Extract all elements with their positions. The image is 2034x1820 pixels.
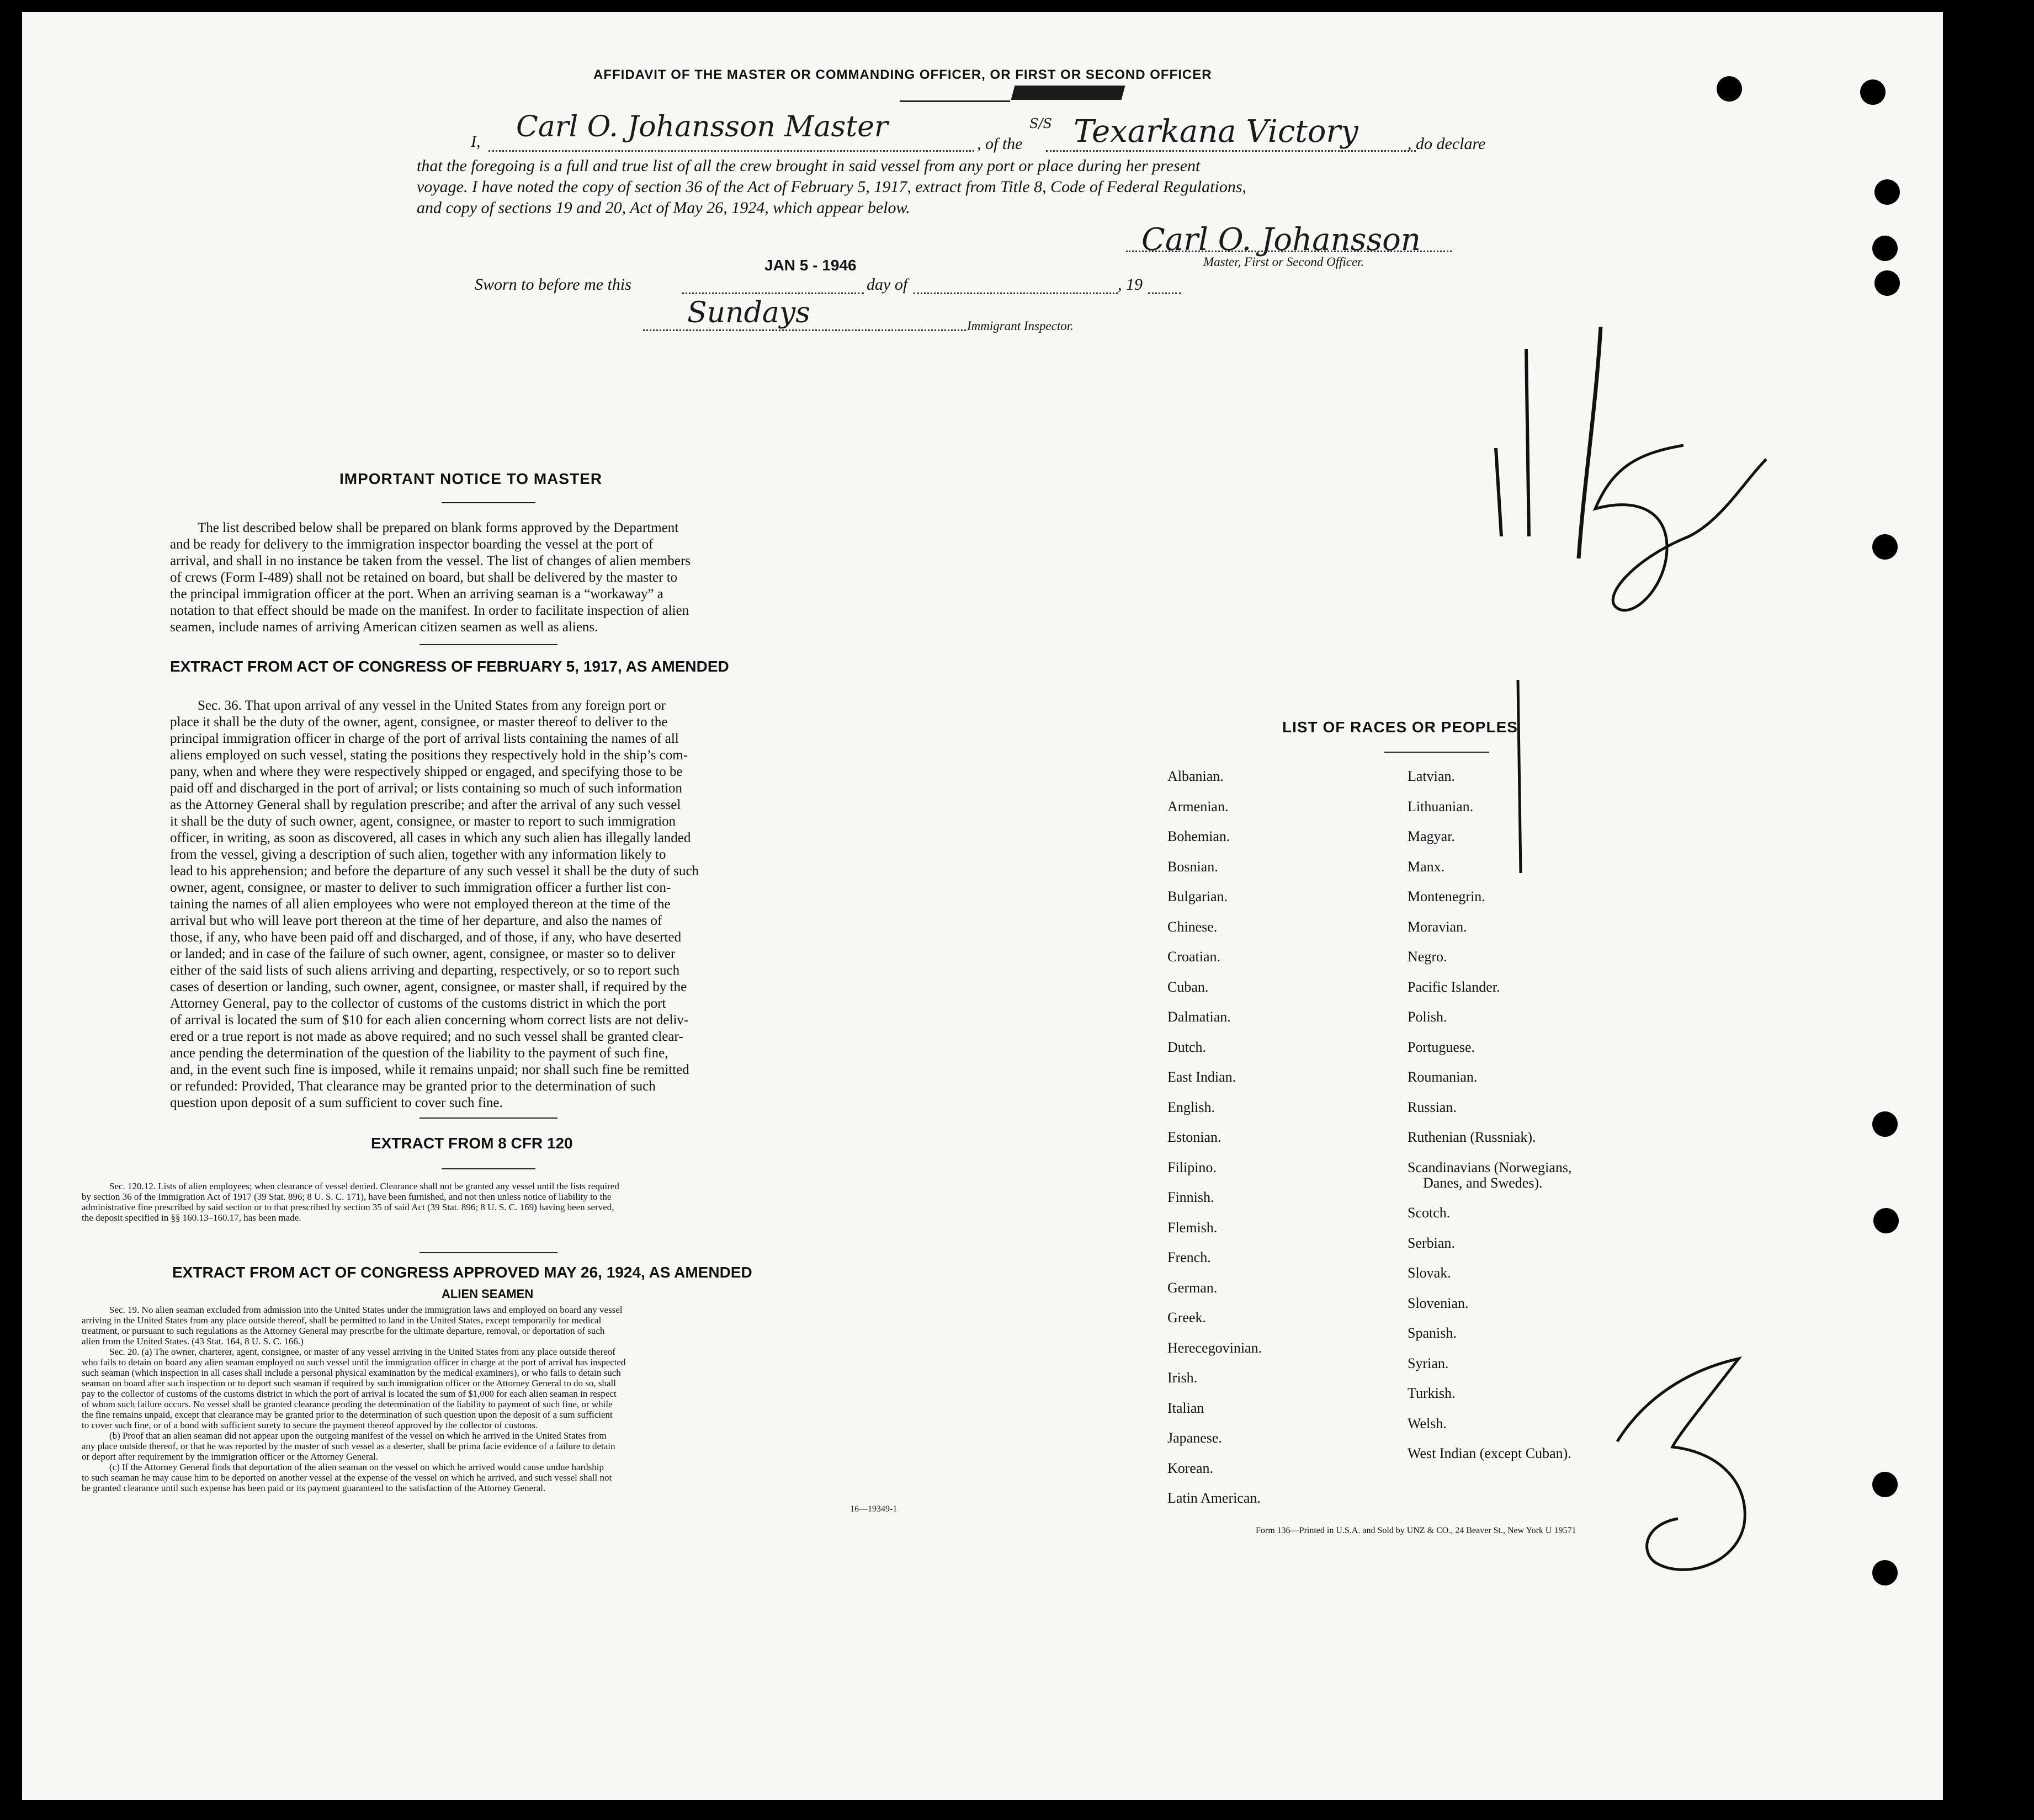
affidavit-i-label: I, [471,132,481,151]
inspector-label: Immigrant Inspector. [967,319,1074,333]
race-item: Latin American. [1167,1490,1261,1506]
master-name-handwriting: Carl O. Johansson Master [516,110,888,143]
affidavit-line-4: and copy of sections 19 and 20, Act of May 26, 1924, which appear below. [417,199,910,217]
race-item: Greek. [1167,1310,1207,1326]
text-line: arrival, and shall in no instance be taken from the vessel. The list of changes of alien members [170,554,691,568]
text-line: Sec. 20. (a) The owner, charterer, agent, consignee, or master of any vessel arriving in the United States from any place outside thereof [109,1347,615,1357]
race-item: Dutch. [1167,1039,1207,1055]
text-line: the deposit specified in §§ 160.13–160.17, has been made. [82,1212,301,1223]
text-line: (b) Proof that an alien seaman did not appear upon the outgoing manifest of the vessel on which he arrived in the United States from [109,1430,607,1441]
race-item: Scandinavians (Norwegians, [1408,1159,1572,1175]
signature-label: Master, First or Second Officer. [1203,255,1364,269]
three-stroke [1617,1359,1745,1569]
text-line: the principal immigration officer at the port. When an arriving seaman is a “workaway” a [170,587,663,602]
race-item: Scotch. [1408,1205,1451,1221]
text-line: and, in the event such fine is imposed, while it remains unpaid; nor shall such fine be remitted [170,1062,689,1077]
extract-1917-body [170,698,832,1111]
race-item: Negro. [1408,949,1447,965]
vessel-name-handwriting: Texarkana Victory [1074,114,1358,150]
race-item: Russian. [1408,1099,1457,1115]
text-line: administrative fine prescribed by said section or to that prescribed by section 35 of said Act (39 Stat. 896; 8 U. S. C. 169) having been served, [82,1202,614,1212]
notice-body [170,520,832,636]
text-line: principal immigration officer in charge of the port of arrival lists containing the names of all [170,731,679,746]
inspector-signature-handwriting: Sundays [687,296,810,329]
punch-hole [1872,534,1898,560]
extract-1924-body [82,1305,897,1493]
punch-hole [1874,270,1900,296]
race-item: Manx. [1408,858,1445,875]
race-item: Filipino. [1167,1159,1217,1175]
text-line: arriving in the United States from any place outside thereof, shall be permitted to land in the United States, except temporarily for medical [82,1315,602,1326]
fraction-tail-stroke [1518,680,1521,873]
notice-title: IMPORTANT NOTICE TO MASTER [339,470,603,487]
race-item: Bosnian. [1167,858,1218,875]
text-line: or refunded: Provided, That clearance may be granted prior to the determination of such [170,1079,656,1094]
text-line: notation to that effect should be made on the manifest. In order to facilitate inspection of alien [170,603,689,618]
race-item: Flemish. [1167,1219,1218,1236]
affidavit-line-2: that the foregoing is a full and true list of all the crew brought in said vessel from any port or place during her present [417,157,1201,175]
notice-title-rule [442,502,535,503]
text-line: as the Attorney General shall by regulation prescribe; and after the arrival of any such vessel [170,797,681,812]
sworn-day-line [682,292,864,294]
text-line: taining the names of all alien employees who were not employed thereon at the time of the [170,897,671,912]
text-line: lead to his apprehension; and before the departure of any such vessel it shall be the duty of such [170,864,699,879]
text-line: to such seaman he may cause him to be deported on another vessel at the expense of the vessel on which he arrived, and such vessel shall not [82,1472,612,1483]
manifest-page [22,12,1943,1800]
sworn-label: Sworn to before me this [475,275,631,294]
text-line: who fails to detain on board any alien seaman employed on such vessel until the immigration officer in charge at the port of arrival has inspected [82,1357,626,1367]
punch-hole [1872,236,1898,261]
race-item: Roumanian. [1408,1069,1478,1085]
text-line: ered or a true report is not made as above required; and no such vessel shall be granted clear- [170,1029,683,1044]
handwritten-three [1612,1348,1772,1579]
race-item: Magyar. [1408,828,1455,844]
race-item: Turkish. [1408,1385,1456,1401]
race-item: Syrian. [1408,1355,1449,1371]
race-item: Bohemian. [1167,828,1230,844]
punch-hole [1872,1111,1898,1137]
text-line: seaman on board after such inspection or to deport such seaman if required by such immigration officer or the Attorney General to do so, shall [82,1378,616,1388]
year-prefix: , 19 [1118,275,1143,294]
race-item: Pacific Islander. [1408,978,1500,995]
text-line: question upon deposit of a sum sufficient to cover such fine. [170,1095,503,1110]
year-line [1148,292,1181,294]
text-line: pany, when and where they were respectively shipped or engaged, and specifying those to be [170,764,683,779]
race-item: German. [1167,1279,1218,1296]
punch-hole [1872,1560,1898,1585]
text-line: Sec. 120.12. Lists of alien employees; when clearance of vessel denied. Clearance shall not be granted any vessel until the lists required [109,1181,619,1191]
punch-hole [1717,76,1742,102]
text-line: such seaman (which inspection in all cases shall include a personal physical examination by the medical examiners), or who fails to detain such [82,1367,621,1378]
text-line: (c) If the Attorney General finds that deportation of the alien seaman on the vessel on which he arrived would cause undue hardship [109,1462,604,1472]
text-line: to cover such fine, or of a bond with sufficient surety to secure the payment thereof approved by the collector of customs. [82,1420,538,1430]
day-of-label: day of [867,275,908,294]
race-item: Irish. [1167,1370,1198,1386]
do-declare-label: , do declare [1408,135,1486,153]
ss-handwriting: S/S [1029,116,1052,131]
extract-cfr-title-rule [442,1168,535,1169]
text-line: and be ready for delivery to the immigration inspector boarding the vessel at the port of [170,537,654,552]
punch-hole [1873,1208,1899,1233]
race-item: Estonian. [1167,1129,1222,1145]
affidavit-line-3: voyage. I have noted the copy of section 36 of the Act of February 5, 1917, extract from Title 8, Code of Federal Regulations, [417,178,1247,196]
extract-cfr-body [82,1181,897,1223]
text-line: of whom such failure occurs. No vessel shall be granted clearance pending the determination of the liability to payment of such fine, or while [82,1399,613,1409]
race-item: English. [1167,1099,1215,1115]
race-item: Lithuanian. [1408,798,1474,815]
text-line: pay to the collector of customs of the customs district in which the port of arrival is located the sum of $1,000 for each alien seaman in respect [82,1388,617,1399]
race-item: Armenian. [1167,798,1229,815]
handwritten-fraction [1435,327,1777,879]
race-item: Polish. [1408,1009,1447,1025]
text-line: of crews (Form I-489) shall not be retained on board, but shall be delivered by the master to [170,570,678,585]
race-item: Portuguese. [1408,1039,1475,1055]
print-footer: Form 136—Printed in U.S.A. and Sold by UNZ & CO., 24 Beaver St., New York U 19571 [1256,1526,1576,1535]
extract-1917-end-rule [419,1117,557,1119]
race-item: Spanish. [1408,1325,1457,1341]
text-line: alien from the United States. (43 Stat. 164, 8 U. S. C. 166.) [82,1336,304,1347]
title-underline [900,100,1010,102]
text-line: be granted clearance until such expense has been paid or its payment guaranteed to the satisfaction of the Attorney General. [82,1483,546,1493]
punch-hole [1874,179,1900,205]
race-item: Ruthenian (Russniak). [1408,1129,1536,1145]
text-line: seamen, include names of arriving American citizen seamen as well as aliens. [170,620,598,635]
inspector-line [643,329,966,331]
notice-end-rule [419,644,557,645]
race-item: Albanian. [1167,768,1224,784]
fraction-one-stroke [1496,349,1529,536]
sworn-month-line [914,292,1118,294]
text-line: Sec. 19. No alien seaman excluded from admission into the United States under the immigration laws and employed on board any vessel [109,1305,623,1315]
race-item: Serbian. [1408,1234,1455,1251]
race-item: Montenegrin. [1408,888,1485,904]
race-item: Korean. [1167,1460,1214,1476]
extract-cfr-end-rule [419,1252,557,1253]
punch-hole [1872,1472,1898,1497]
text-line: arrival but who will leave port thereon at the time of her departure, and also the names of [170,913,662,928]
race-item: Croatian. [1167,949,1221,965]
race-item: Danes, and Swedes). [1423,1174,1543,1191]
race-item: Moravian. [1408,918,1467,935]
vessel-line [1046,150,1416,152]
punch-hole [1860,79,1886,105]
text-line: Sec. 36. That upon arrival of any vessel in the United States from any foreign port or [198,698,666,713]
race-item: Bulgarian. [1167,888,1228,904]
master-signature-handwriting: Carl O. Johansson [1141,222,1421,258]
name-line [488,150,974,152]
text-line: place it shall be the duty of the owner, agent, consignee, or master thereof to deliver to the [170,715,668,730]
text-line: ance pending the determination of the question of the liability to the payment of such fine, [170,1046,668,1061]
struck-mark [1011,86,1125,100]
text-line: treatment, or pursuant to such regulations as the Attorney General may prescribe for the ultimate departure, removal, or deportation of such [82,1326,605,1336]
fraction-five-stroke [1595,445,1766,610]
race-item: Chinese. [1167,918,1218,935]
extract-1917-title: EXTRACT FROM ACT OF CONGRESS OF FEBRUARY 5, 1917, AS AMENDED [170,658,729,675]
race-item: Dalmatian. [1167,1009,1231,1025]
race-item: Slovenian. [1408,1295,1469,1311]
text-line: or deport after requirement by the immigration officer or the Attorney General. [82,1451,378,1462]
extract-cfr-title: EXTRACT FROM 8 CFR 120 [371,1135,573,1152]
race-item: West Indian (except Cuban). [1408,1445,1571,1461]
affidavit-title: AFFIDAVIT OF THE MASTER OR COMMANDING OFFICER, OR FIRST OR SECOND OFFICER [593,67,1212,82]
text-line: those, if any, who have been paid off and discharged, and of those, if any, who have deserted [170,930,682,945]
text-line: owner, agent, consignee, or master to deliver to such immigration officer a further list con- [170,880,671,895]
race-item: Cuban. [1167,978,1209,995]
text-line: aliens employed on such vessel, stating the positions they respectively hold in the ship’s com- [170,748,688,763]
text-line: paid off and discharged in the port of arrival; or lists containing so much of such information [170,781,683,796]
race-item: Herecegovinian. [1167,1339,1262,1356]
text-line: of arrival is located the sum of $10 for each alien concerning whom correct lists are not deliv- [170,1013,689,1028]
date-stamp: JAN 5 - 1946 [764,257,857,274]
race-item: East Indian. [1167,1069,1236,1085]
text-line: the fine remains unpaid, except that clearance may be granted prior to the determination of such question upon the deposit of a sum sufficient [82,1409,613,1420]
text-line: officer, in writing, as soon as discovered, all cases in which any such alien has illegally landed [170,831,691,845]
race-item: Slovak. [1408,1265,1451,1281]
text-line: Attorney General, pay to the collector of customs of the customs district in which the port [170,996,666,1011]
extract-1924-subtitle: ALIEN SEAMEN [442,1287,534,1301]
race-item: French. [1167,1249,1211,1265]
extract-1924-title: EXTRACT FROM ACT OF CONGRESS APPROVED MAY 26, 1924, AS AMENDED [172,1264,752,1281]
races-title: LIST OF RACES OR PEOPLES [1282,719,1518,736]
text-line: from the vessel, giving a description of such alien, together with any information likely to [170,847,666,862]
race-item: Japanese. [1167,1430,1222,1446]
text-line: any place outside thereof, or that he was reported by the master of such vessel as a deserter, shall be prima facie evidence of a failure to detain [82,1441,615,1451]
text-line: by section 36 of the Immigration Act of 1917 (39 Stat. 896; 8 U. S. C. 171), have been furnished, and not then unless notice of liability to the [82,1191,612,1202]
race-item: Italian [1167,1399,1204,1416]
fraction-slash-stroke [1579,327,1601,558]
text-line: either of the said lists of such aliens arriving and departing, respectively, or so to report such [170,963,680,978]
text-line: it shall be the duty of such owner, agent, consignee, or master to report to such immigration [170,814,676,829]
text-line: or landed; and in case of the failure of such owner, agent, consignee, or master so to deliver [170,946,676,961]
form-code: 16—19349-1 [850,1504,897,1514]
race-item: Latvian. [1408,768,1455,784]
race-item: Welsh. [1408,1415,1447,1431]
text-line: cases of desertion or landing, such owner, agent, consignee, or master shall, if required by the [170,980,687,994]
of-the-label: , of the [977,135,1023,153]
text-line: The list described below shall be prepared on blank forms approved by the Department [198,520,679,535]
race-item: Finnish. [1167,1189,1214,1205]
